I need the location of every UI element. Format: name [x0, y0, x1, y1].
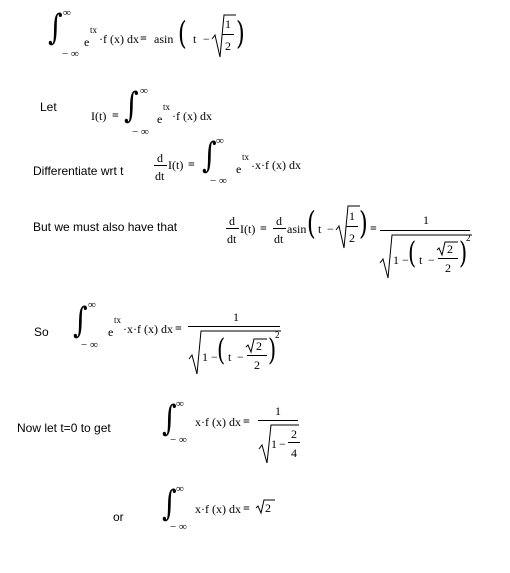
inner-fraction-bar: [247, 355, 267, 356]
minus-sign: −: [279, 437, 286, 451]
minus-sign: −: [428, 253, 435, 267]
integral-lower-limit: − ∞: [170, 434, 187, 446]
integral-sign: ∫: [162, 397, 177, 439]
exp-power: tx: [242, 152, 250, 162]
exp-power: tx: [163, 102, 171, 112]
sqrt-argument: 2: [447, 242, 453, 256]
one: 1: [271, 437, 277, 451]
exp-base: e: [236, 162, 242, 176]
minus-sign: −: [211, 350, 218, 364]
integrand: x·f (x) dx: [255, 158, 301, 172]
derivative-bar: [273, 228, 286, 229]
rhs-argument: 2: [265, 501, 271, 515]
variable-t: t: [228, 350, 232, 364]
result-numerator: 1: [233, 310, 239, 324]
dot: ·: [172, 109, 176, 123]
derivative-bar: [154, 165, 167, 166]
equals-sign: =: [188, 157, 195, 171]
minus-sign: −: [402, 253, 409, 267]
result-fraction-bar: [380, 230, 470, 231]
lhs: I(t): [91, 109, 107, 123]
integrand: f (x) dx: [176, 109, 212, 123]
inner-numerator: 2: [291, 427, 297, 441]
fraction-bar: [346, 226, 358, 227]
equation-2: [0, 84, 510, 140]
power: 2: [466, 233, 471, 243]
equals-sign: =: [243, 501, 250, 515]
integrand: x·f (x) dx: [195, 415, 241, 429]
lhs: I(t): [168, 158, 184, 172]
lhs: I(t): [240, 222, 256, 236]
label-or: or: [113, 510, 124, 524]
equals-sign: =: [243, 414, 250, 428]
integral-upper-limit: ∞: [176, 398, 184, 410]
integrand: f (x) dx: [103, 32, 139, 46]
fraction-numerator: 1: [349, 209, 355, 223]
result-fraction-bar: [188, 326, 280, 327]
result-numerator: 1: [275, 404, 281, 418]
fraction-bar: [222, 34, 234, 35]
open-paren: (: [408, 236, 417, 271]
inner-fraction-bar: [288, 442, 300, 443]
exp-base: e: [108, 325, 114, 339]
minus-sign: −: [203, 32, 210, 46]
variable-t: t: [318, 222, 322, 236]
open-paren: (: [307, 204, 316, 242]
integral-sign: ∫: [73, 299, 88, 341]
result-fraction-bar: [258, 420, 298, 421]
derivative-d: d: [276, 214, 282, 228]
integral-sign: ∫: [162, 482, 177, 524]
open-paren: (: [178, 14, 187, 52]
one: 1: [202, 350, 208, 364]
minus-sign: −: [237, 350, 244, 364]
minus-sign: −: [327, 222, 334, 236]
sqrt-argument: 2: [256, 339, 262, 353]
integral-upper-limit: ∞: [63, 7, 71, 19]
function-name: asin: [154, 32, 174, 46]
power: 2: [275, 330, 280, 340]
close-paren: ): [359, 204, 368, 242]
integral-sign: ∫: [48, 6, 63, 48]
equation-3: [0, 134, 510, 190]
equals-sign: =: [370, 221, 377, 235]
inner-fraction-bar: [438, 258, 458, 259]
integral-lower-limit: − ∞: [132, 126, 149, 138]
integral-sign: ∫: [124, 84, 139, 126]
integral-lower-limit: − ∞: [81, 339, 98, 351]
integral-lower-limit: − ∞: [210, 175, 227, 187]
label-now: Now let t=0 to get: [17, 421, 111, 435]
integral-lower-limit: − ∞: [62, 48, 79, 60]
function-name: asin: [287, 222, 307, 236]
close-paren: ): [459, 236, 468, 271]
integral-upper-limit: ∞: [140, 85, 148, 97]
equation-5: [0, 295, 510, 385]
inner-denominator: 4: [291, 446, 297, 460]
equals-sign: =: [140, 31, 147, 45]
derivative-dt: dt: [227, 232, 237, 246]
exp-base: e: [84, 35, 90, 49]
dot: ·: [251, 159, 255, 173]
label-let: Let: [40, 100, 57, 114]
exp-base: e: [157, 112, 163, 126]
equation-7: [0, 480, 510, 540]
inner-denominator: 2: [254, 358, 260, 372]
derivative-bar: [226, 228, 239, 229]
equals-sign: =: [260, 221, 267, 235]
equation-4: [0, 205, 510, 285]
label-differentiate: Differentiate wrt t: [33, 164, 124, 178]
integral-upper-limit: ∞: [88, 299, 96, 311]
derivative-dt: dt: [274, 232, 284, 246]
integral-sign: ∫: [202, 134, 217, 176]
close-paren: ): [268, 333, 277, 368]
one: 1: [393, 253, 399, 267]
integrand: x·f (x) dx: [127, 322, 173, 336]
close-paren: ): [236, 14, 245, 52]
integrand: x·f (x) dx: [195, 502, 241, 516]
variable-t: t: [419, 253, 423, 267]
label-so: So: [34, 325, 49, 339]
open-paren: (: [217, 333, 226, 368]
result-numerator: 1: [423, 213, 429, 227]
dot: ·: [123, 322, 127, 336]
dot: ·: [99, 32, 103, 46]
derivative-d: d: [229, 214, 235, 228]
derivative-dt: dt: [155, 169, 165, 183]
fraction-numerator: 1: [225, 17, 231, 31]
exp-power: tx: [114, 315, 122, 325]
integral-upper-limit: ∞: [216, 135, 224, 147]
equals-sign: =: [175, 321, 182, 335]
label-but: But we must also have that: [33, 220, 178, 234]
fraction-denominator: 2: [225, 39, 231, 53]
fraction-denominator: 2: [349, 231, 355, 245]
integral-lower-limit: − ∞: [170, 521, 187, 533]
derivative-d: d: [157, 151, 163, 165]
exp-power: tx: [90, 25, 98, 35]
integral-upper-limit: ∞: [176, 483, 184, 495]
equation-1: [0, 0, 510, 70]
inner-denominator: 2: [445, 261, 451, 275]
variable-t: t: [193, 32, 197, 46]
equation-6: [0, 395, 510, 475]
equals-sign: =: [112, 108, 119, 122]
